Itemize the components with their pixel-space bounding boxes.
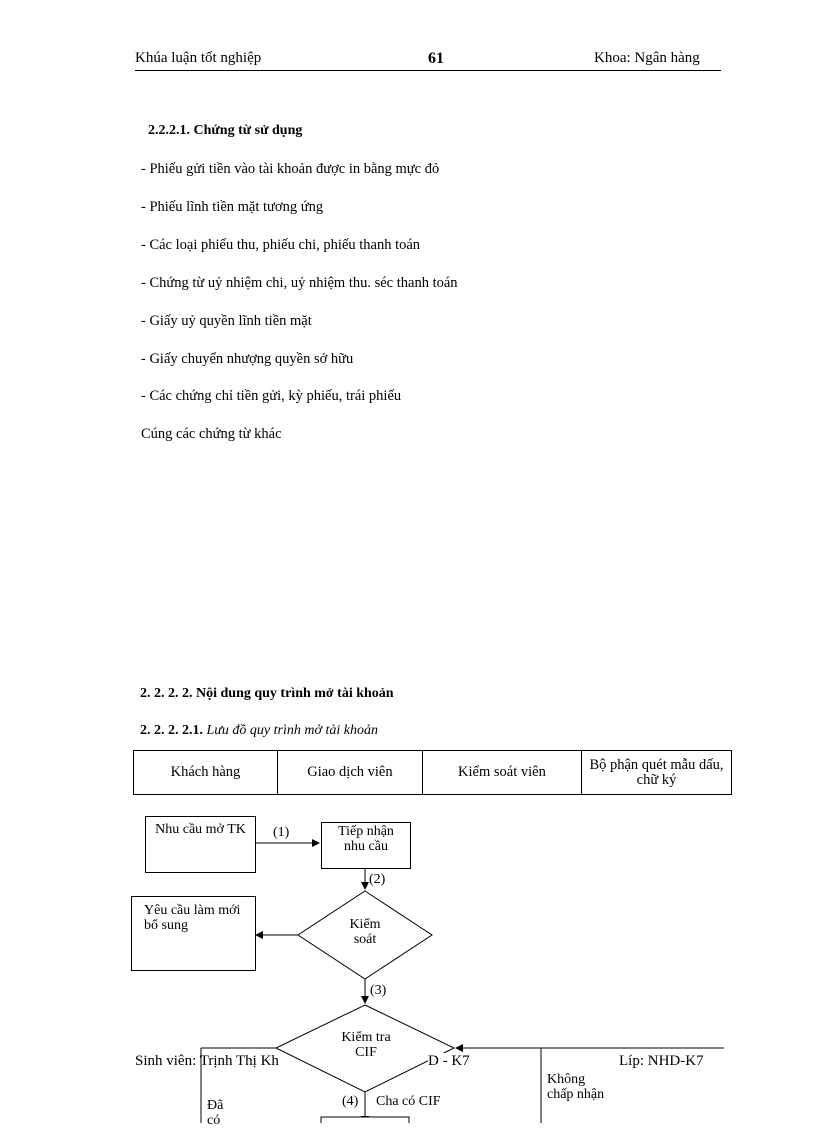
step-label-1: (1) (273, 825, 290, 840)
footer-class-mid: D - K7 (428, 1053, 470, 1069)
lane-customer: Khách hàng (134, 751, 278, 795)
header-right: Khoa: Ngân hàng (594, 50, 700, 66)
list-item: - Phiếu gửi tiền vào tài khoản được in bằng mực đỏ (141, 161, 440, 177)
section-title-process: 2. 2. 2. 2. Nội dung quy trình mở tài khoản (140, 686, 394, 701)
receive-text: Tiếp nhận nhu cầu (338, 824, 394, 854)
header-left: Khúa luận tốt nghiệp (135, 50, 262, 66)
need-box (145, 816, 256, 873)
control-label: Kiểm soát (349, 917, 381, 947)
receive-box (321, 822, 411, 869)
check-cif-label: Kiểm tra CIF (341, 1030, 391, 1060)
list-item: - Giấy uỷ quyền lĩnh tiền mặt (141, 313, 312, 329)
has-cif-label: Đã có (207, 1098, 224, 1128)
lane-teller: Giao dịch viên (277, 751, 422, 795)
list-item: - Phiếu lĩnh tiền mặt tương ứng (141, 199, 324, 215)
step-label-3: (3) (370, 983, 387, 998)
step-label-4: (4) (342, 1094, 359, 1109)
section-title-documents: 2.2.2.1. Chứng từ sử dụng (148, 123, 303, 138)
need-text: Nhu cầu mở TK (155, 822, 246, 837)
request-box (131, 896, 256, 971)
step-label-2: (2) (369, 872, 386, 887)
request-text: Yêu cầu làm mới bổ sung (144, 903, 241, 933)
list-item: - Giấy chuyển nhượng quyền sở hữu (141, 351, 354, 367)
footer-student: Sinh viên: Trịnh Thị Kh (135, 1053, 279, 1069)
next-step-box (321, 1117, 409, 1123)
list-item: - Các chứng chỉ tiền gửi, kỳ phiếu, trái phiếu (141, 388, 402, 404)
lane-scanning: Bộ phận quét mẫu dấu, chữ ký (581, 751, 731, 795)
footer-class: Líp: NHD-K7 (619, 1053, 704, 1069)
closing-line: Cúng các chứng từ khác (141, 426, 282, 442)
no-cif-label: Cha có CIF (376, 1094, 441, 1109)
list-item: - Chứng từ uỷ nhiệm chi, uỷ nhiệm thu. séc thanh toán (141, 275, 458, 291)
subsection-number: 2. 2. 2. 2.1. (140, 723, 203, 738)
reject-label: Không chấp nhận (547, 1072, 605, 1102)
page-number: 61 (428, 50, 444, 67)
subsection-text: Lưu đồ quy trình mở tài khoản (206, 723, 378, 738)
lane-controller: Kiểm soát viên (422, 751, 581, 795)
list-item: - Các loại phiếu thu, phiếu chi, phiếu thanh toán (141, 237, 421, 253)
